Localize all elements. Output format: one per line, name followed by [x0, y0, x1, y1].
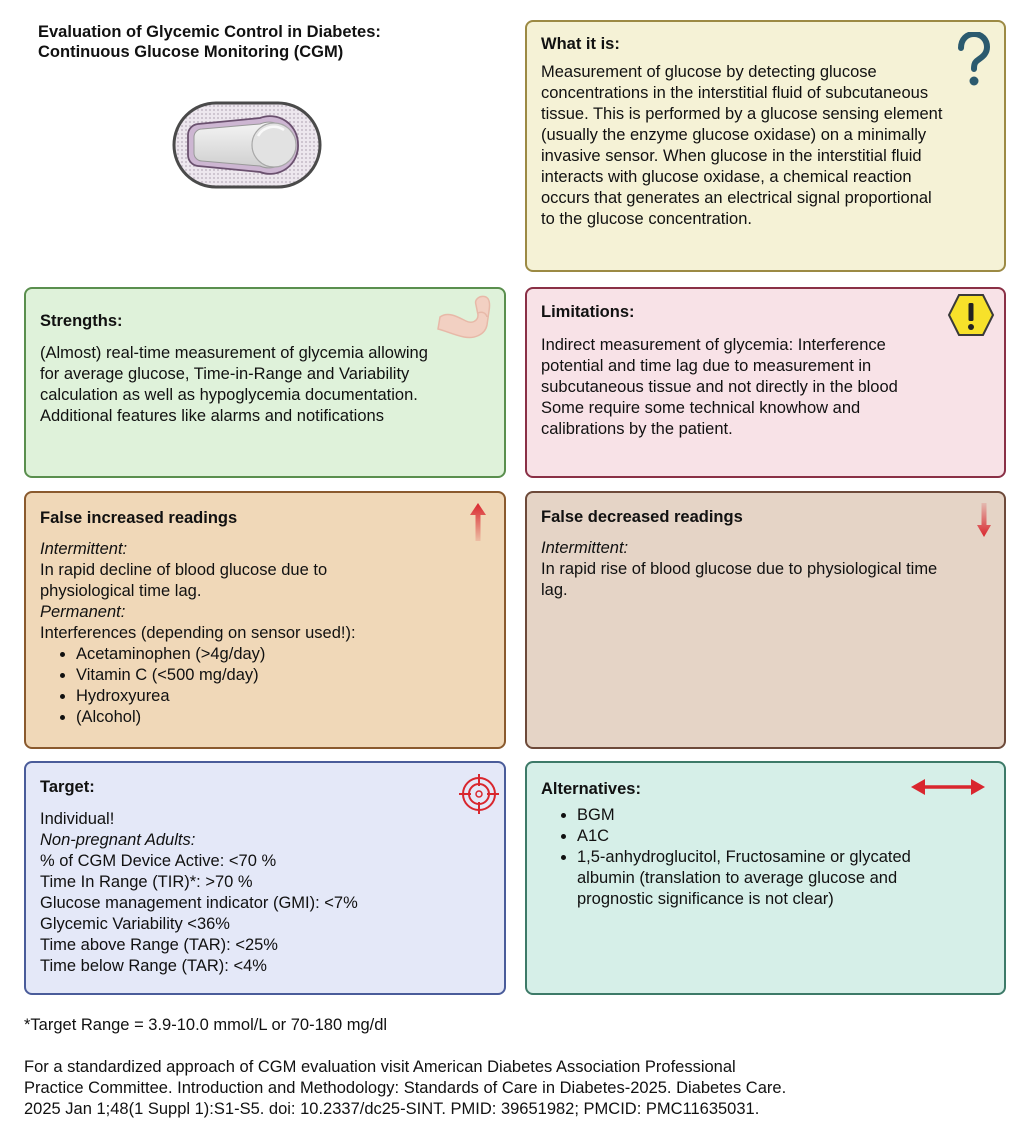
list-item: • 1,5-anhydroglucitol, Fructosamine or glycated albumin (translation to average glucose and prognostic significance is not clear): [577, 847, 957, 910]
target-range-footnote: *Target Range = 3.9-10.0 mmol/L or 70-180 mg/dl: [24, 1016, 388, 1034]
intermittent-text: In rapid decline of blood glucose due to physiological time lag.: [40, 561, 328, 600]
limitations-text-2: Some require some technical knowhow and calibrations by the patient.: [541, 399, 861, 438]
alternatives-box: [525, 761, 1006, 995]
reference-line-1: For a standardized approach of CGM evaluation visit American Diabetes Association Professional: [24, 1058, 736, 1076]
strengths-text-2: Additional features like alarms and notifications: [40, 407, 384, 425]
intermittent-label: Intermittent:: [40, 540, 128, 558]
question-mark-icon: [955, 32, 991, 88]
double-arrow-icon: [911, 777, 985, 797]
arrow-down-icon: [977, 503, 991, 537]
list-item: • Hydroxyurea: [76, 686, 460, 707]
strengths-text: (Almost) real-time measurement of glycemia allowing for average glucose, Time-in-Range and Variability calculation as well as hypoglycemia documentation.: [40, 344, 428, 404]
false-decreased-heading: False decreased readings: [541, 508, 743, 526]
strengths-heading: Strengths:: [40, 312, 123, 330]
list-item: • Vitamin C (<500 mg/day): [76, 665, 460, 686]
flexed-arm-icon: [434, 291, 492, 341]
permanent-text: Interferences (depending on sensor used!):: [40, 624, 356, 642]
what-it-is-box: [525, 20, 1006, 272]
reference-line-3: 2025 Jan 1;48(1 Suppl 1):S1-S5. doi: 10.2337/dc25-SINT. PMID: 39651982; PMCID: PMC11635031.: [24, 1100, 760, 1118]
target-line: Time below Range (TAR): <4%: [40, 957, 267, 975]
interference-list: [40, 644, 460, 728]
arrow-up-icon: [470, 503, 486, 541]
title-line-2: Continuous Glucose Monitoring (CGM): [38, 43, 344, 61]
target-heading: Target:: [40, 778, 95, 796]
page-title: [38, 22, 458, 62]
intermittent-text: In rapid rise of blood glucose due to physiological time lag.: [541, 560, 938, 599]
list-item: • Acetaminophen (>4g/day): [76, 644, 460, 665]
false-decreased-box: [525, 491, 1006, 749]
target-line: Glucose management indicator (GMI): <7%: [40, 894, 358, 912]
target-individual: Individual!: [40, 810, 115, 828]
what-it-is-heading: What it is:: [541, 35, 620, 53]
reference-text: [24, 1057, 884, 1120]
target-line: Time above Range (TAR): <25%: [40, 936, 278, 954]
crosshair-target-icon: [459, 774, 499, 814]
target-line: % of CGM Device Active: <70 %: [40, 852, 277, 870]
reference-line-2: Practice Committee. Introduction and Methodology: Standards of Care in Diabetes-2025. Diabetes Care.: [24, 1079, 787, 1097]
target-group-label: Non-pregnant Adults:: [40, 831, 196, 849]
warning-hexagon-icon: [947, 293, 995, 337]
limitations-heading: Limitations:: [541, 303, 635, 321]
target-line: Time In Range (TIR)*: >70 %: [40, 873, 253, 891]
false-increased-box: [24, 491, 506, 749]
list-item: • A1C: [577, 826, 957, 847]
what-it-is-text: Measurement of glucose by detecting glucose concentrations in the interstitial fluid of subcutaneous tissue. This is performed by a glucose sensing element (usually the enzyme glucose oxidase) on a minimally invasive sensor. When glucose in the interstitial fluid interacts with glucose oxidase, a chemical reaction occurs that generates an electrical signal proportional to the glucose concentration.: [541, 63, 943, 228]
strengths-box: [24, 287, 506, 478]
alternatives-list: [541, 805, 957, 910]
cgm-sensor-icon: [172, 100, 324, 192]
false-increased-heading: False increased readings: [40, 509, 238, 527]
intermittent-label: Intermittent:: [541, 539, 629, 557]
permanent-label: Permanent:: [40, 603, 126, 621]
list-item: • (Alcohol): [76, 707, 460, 728]
list-item: • BGM: [577, 805, 957, 826]
limitations-text: Indirect measurement of glycemia: Interference potential and time lag due to measurement in subcutaneous tissue and not directly in the blood: [541, 336, 898, 396]
target-line: Glycemic Variability <36%: [40, 915, 230, 933]
limitations-box: [525, 287, 1006, 478]
title-line-1: Evaluation of Glycemic Control in Diabetes:: [38, 23, 381, 41]
target-box: [24, 761, 506, 995]
alternatives-heading: Alternatives:: [541, 780, 641, 798]
